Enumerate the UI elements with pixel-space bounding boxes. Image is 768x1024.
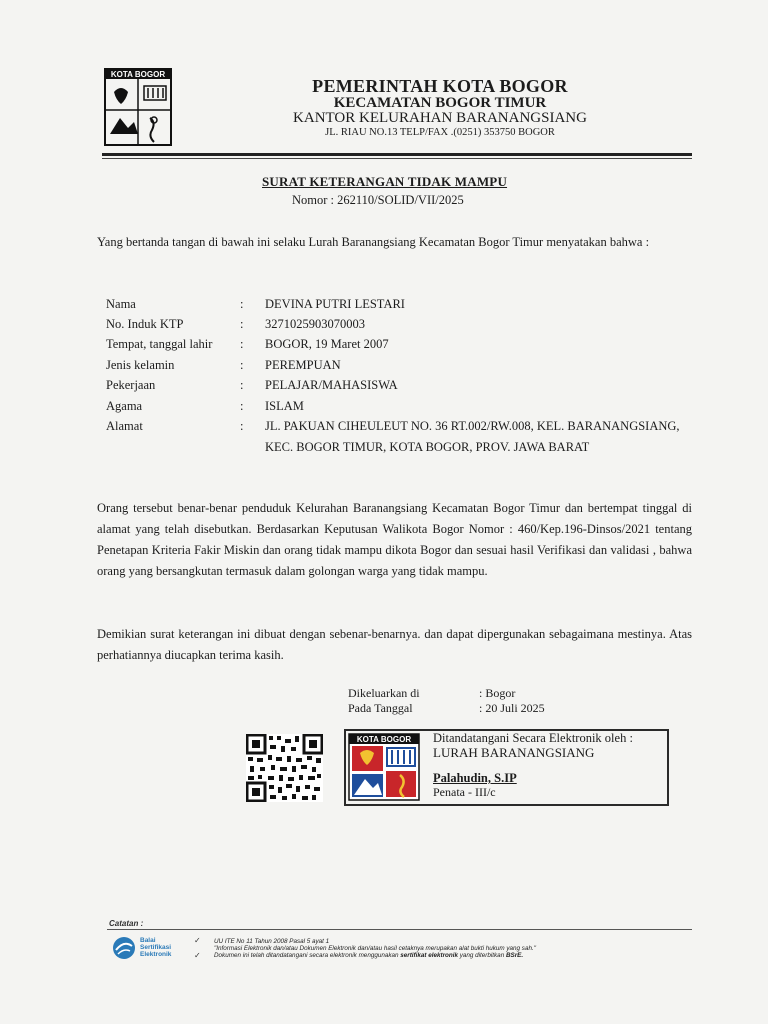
field-colon: : <box>240 337 244 351</box>
footer-esign-b: sertifikat elektronik <box>400 952 458 959</box>
check-icon: ✓ <box>194 951 201 960</box>
footer-law-quote: "Informasi Elektronik dan/atau Dokumen Elektronik dan/atau hasil cetaknya merupakan alat bukti hukum yang sah." <box>214 945 536 952</box>
signer-name: Palahudin, S.IP <box>433 771 517 785</box>
check-icon: ✓ <box>194 936 201 945</box>
field-value-ktp: 3271025903070003 <box>265 317 365 331</box>
field-colon: : <box>240 419 244 433</box>
field-value-address: JL. PAKUAN CIHEULEUT NO. 36 RT.002/RW.008, KEL. BARANANGSIANG, KEC. BOGOR TIMUR, KOTA BOGOR, PROV. JAWA BARAT <box>265 419 680 454</box>
field-label-job: Pekerjaan <box>106 378 156 392</box>
header-rule-thick <box>102 153 692 156</box>
bsre-logo-icon <box>110 935 140 961</box>
signed-electronically-label: Ditandatangani Secara Elektronik oleh : <box>433 731 633 745</box>
field-colon: : <box>240 399 244 413</box>
field-label-address: Alamat <box>106 419 143 433</box>
gov-name: PEMERINTAH KOTA BOGOR <box>312 76 568 96</box>
qr-code-icon <box>246 734 323 802</box>
footer-esign-d: BSrE. <box>505 952 524 959</box>
body-paragraph: Orang tersebut benar-benar penduduk Kelurahan Baranangsiang Kecamatan Bogor Timur dan bertempat tinggal di alamat yang telah disebutkan. Berdasarkan Keputusan Walikota Bogor Nomor : 460/Kep.196-Dinsos/2021 tentang Penetapan Kriteria Fakir Miskin dan orang tidak mampu dikota Bogor dan sesuai hasil Verifikasi dan validasi , bahwa orang yang bersangkutan termasuk dalam golongan warga yang tidak mampu. <box>97 501 692 578</box>
footer-note-label: Catatan : <box>109 919 144 928</box>
field-value-birth: BOGOR, 19 Maret 2007 <box>265 337 389 351</box>
field-value-nama: DEVINA PUTRI LESTARI <box>265 297 405 311</box>
field-value-religion: ISLAM <box>265 399 304 413</box>
footer-rule <box>107 929 692 930</box>
letter-title: SURAT KETERANGAN TIDAK MAMPU <box>262 174 508 189</box>
kota-bogor-emblem-color-icon <box>348 733 420 801</box>
signer-position: LURAH BARANANGSIANG <box>433 745 595 760</box>
field-value-gender: PEREMPUAN <box>265 358 341 372</box>
field-colon: : <box>240 317 244 331</box>
field-label-nama: Nama <box>106 297 136 311</box>
issued-date-value: : 20 Juli 2025 <box>479 701 545 715</box>
footer-law-ref: UU ITE No 11 Tahun 2008 Pasal 5 ayat 1 <box>214 938 330 945</box>
issued-place-value: : Bogor <box>479 686 516 700</box>
field-colon: : <box>240 378 244 392</box>
kota-bogor-emblem-icon <box>104 68 172 146</box>
header-rule-thin <box>102 158 692 159</box>
field-label-birth: Tempat, tanggal lahir <box>106 337 213 351</box>
field-label-religion: Agama <box>106 399 143 413</box>
bsre-text-1: Balai <box>140 937 156 944</box>
bsre-text-3: Elektronik <box>140 951 172 958</box>
field-label-ktp: No. Induk KTP <box>106 317 184 331</box>
footer-esign-c: yang diterbitkan <box>457 952 506 959</box>
closing-paragraph: Demikian surat keterangan ini dibuat dengan sebenar-benarnya. dan dapat dipergunakan sebagaimana mestinya. Atas perhatiannya diucapkan terima kasih. <box>97 627 692 662</box>
sig-logo-text: KOTA BOGOR <box>356 735 412 744</box>
footer-esign-a: Dokumen ini telah ditandatangani secara elektronik menggunakan <box>214 952 401 959</box>
field-colon: : <box>240 297 244 311</box>
field-colon: : <box>240 358 244 372</box>
bsre-text-2: Sertifikasi <box>140 944 172 951</box>
logo-text: KOTA BOGOR <box>110 70 166 79</box>
footer-esign-note <box>214 952 523 959</box>
issued-place-label: Dikeluarkan di <box>348 686 420 700</box>
district-name: KECAMATAN BOGOR TIMUR <box>333 95 547 111</box>
letter-number: Nomor : 262110/SOLID/VII/2025 <box>292 193 464 207</box>
field-value-job: PELAJAR/MAHASISWA <box>265 378 398 392</box>
office-name: KANTOR KELURAHAN BARANANGSIANG <box>293 110 587 126</box>
field-label-gender: Jenis kelamin <box>106 358 175 372</box>
office-address: JL. RIAU NO.13 TELP/FAX .(0251) 353750 BOGOR <box>325 127 555 138</box>
intro-paragraph: Yang bertanda tangan di bawah ini selaku Lurah Baranangsiang Kecamatan Bogor Timur menyatakan bahwa : <box>97 235 650 249</box>
issued-date-label: Pada Tanggal <box>348 701 413 715</box>
signer-rank: Penata - III/c <box>433 785 496 799</box>
